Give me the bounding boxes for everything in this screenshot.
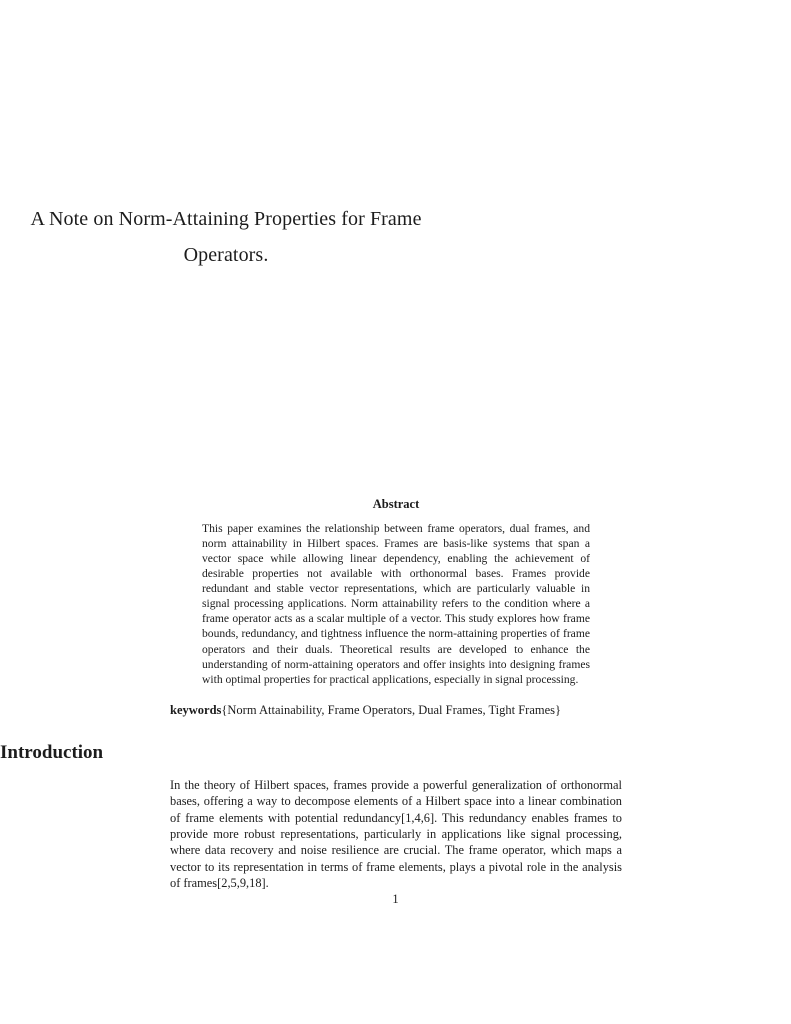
page-number: 1 <box>392 892 399 906</box>
paper-title: A Note on Norm-Attaining Properties for Frame Operators. <box>30 208 422 266</box>
introduction-paragraph: In the theory of Hilbert spaces, frames provide a powerful generalization of orthonormal bases, offering a way to decompose elements of a Hilbert space into a linear combination of frame elements with potential redundancy[1,4,6]. This redundancy enables frames to provide more robust representations, particularly in applications like signal processing, where data recovery and noise resilience are crucial. The frame operator, which maps a vector to its representation in terms of frame elements, plays a pivotal role in the analysis of frames[2,5,9,18]. <box>170 777 622 891</box>
abstract-text: This paper examines the relationship between frame operators, dual frames, and norm attainability in Hilbert spaces. Frames are basis-like systems that span a vector space while allowing linear dependency, enabling the achievement of desirable properties not available with orthonormal bases. Frames provide redundant and stable vector representations, which are particularly valuable in signal processing applications. Norm attainability refers to the condition where a frame operator acts as a scalar multiple of a vector. This study explores how frame bounds, redundancy, and tightness influence the norm-attaining properties of frame operators and their duals. Theoretical results are developed to enhance the understanding of norm-attaining operators and offer insights into designing frames with optimal properties for practical applications, especially in signal processing. <box>202 522 590 686</box>
abstract-heading: Abstract <box>372 497 420 511</box>
section-heading-introduction: Introduction <box>0 741 104 763</box>
keywords-value: {Norm Attainability, Frame Operators, Dual Frames, Tight Frames} <box>221 702 562 717</box>
keywords-line <box>170 702 622 718</box>
keywords-label: keywords <box>170 702 222 717</box>
abstract-section <box>170 497 622 687</box>
